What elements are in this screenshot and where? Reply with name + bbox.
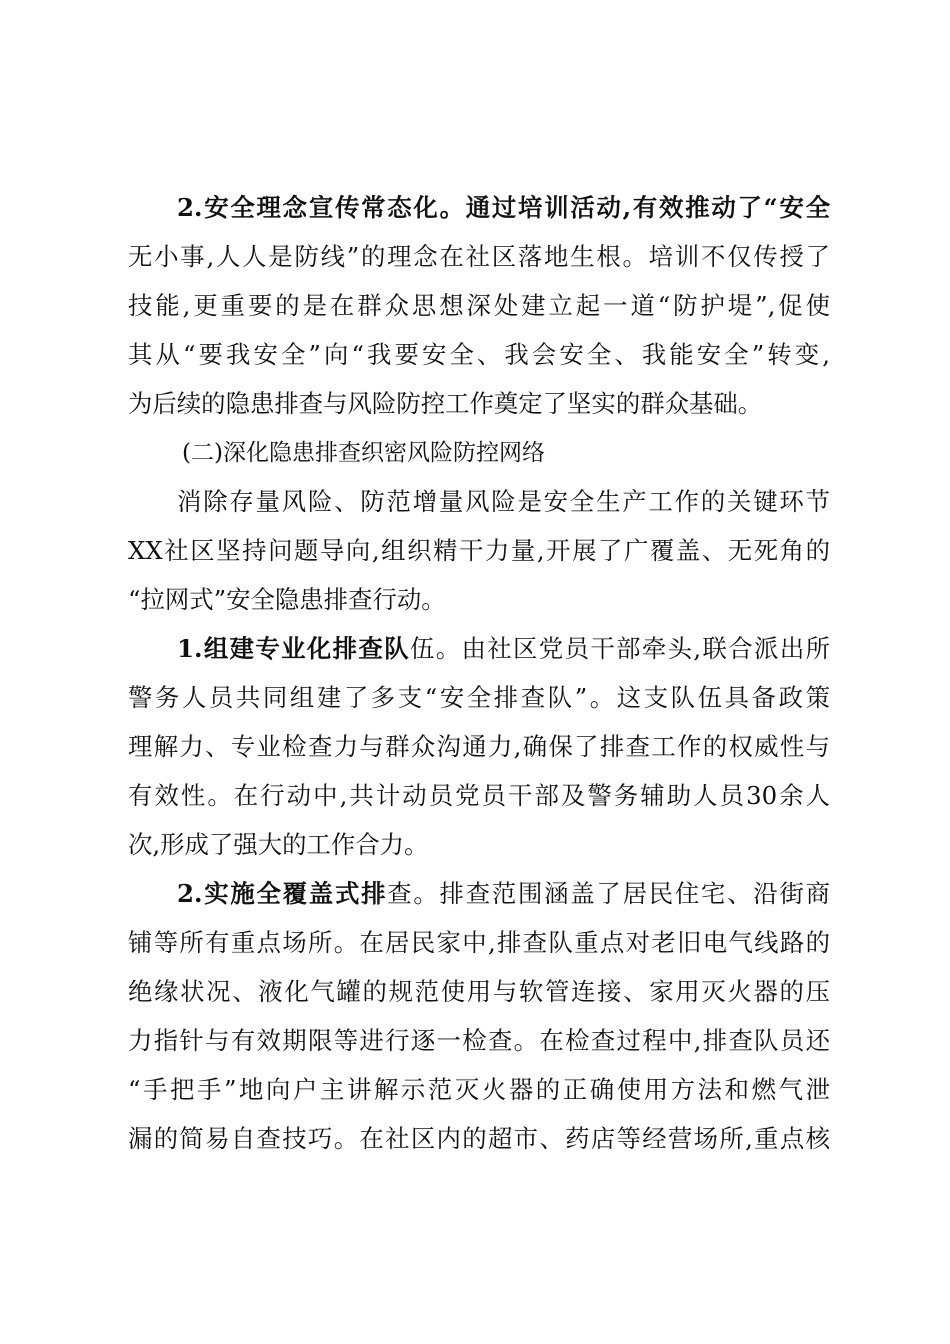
item-title: 2.安全理念宣传常态化。通过培训活动,有效推动了“安全	[177, 193, 830, 222]
paragraph-line: 力指针与有效期限等进行逐一检查。在检查过程中,排查队员还	[128, 1026, 830, 1055]
paragraph-line	[177, 874, 830, 914]
paragraph-line: 其从“要我安全”向“我要安全、我会安全、我能安全”转变,	[128, 340, 830, 369]
paragraph-line: 消除存量风险、防范增量风险是安全生产工作的关键环节	[177, 487, 830, 516]
paragraph-line	[177, 629, 830, 669]
paragraph-line: 理解力、专业检查力与群众沟通力,确保了排查工作的权威性与	[128, 732, 830, 761]
paragraph-line	[177, 188, 830, 228]
item-text: 伍。由社区党员干部牵头,联合派出所	[409, 634, 830, 663]
paragraph-line: 警务人员共同组建了多支“安全排查队”。这支队伍具备政策	[128, 683, 830, 712]
paragraph-line: 技能,更重要的是在群众思想深处建立起一道“防护堤”,促使	[128, 291, 830, 320]
paragraph-line: 无小事,人人是防线”的理念在社区落地生根。培训不仅传授了	[128, 242, 830, 271]
paragraph-line: 有效性。在行动中,共计动员党员干部及警务辅助人员30余人	[128, 781, 830, 810]
item-title: 2.实施全覆盖式排	[177, 879, 388, 908]
paragraph-line: “手把手”地向户主讲解示范灭火器的正确使用方法和燃气泄	[128, 1075, 830, 1104]
item-text: 查。排查范围涵盖了居民住宅、沿街商	[387, 879, 830, 908]
item-title: 1.组建专业化排查队	[177, 634, 410, 663]
paragraph-line: 漏的简易自查技巧。在社区内的超市、药店等经营场所,重点核	[128, 1124, 830, 1153]
paragraph-line: 铺等所有重点场所。在居民家中,排查队重点对老旧电气线路的	[128, 928, 830, 957]
paragraph-line: 次,形成了强大的工作合力。	[128, 830, 429, 859]
paragraph-line: 为后续的隐患排查与风险防控工作奠定了坚实的群众基础。	[128, 389, 763, 418]
paragraph-line: XX社区坚持问题导向,组织精干力量,开展了广覆盖、无死角的	[128, 536, 830, 565]
section-heading: (二)深化隐患排查织密风险防控网络	[182, 440, 545, 466]
paragraph-line: 绝缘状况、液化气罐的规范使用与软管连接、家用灭火器的压	[128, 977, 830, 1006]
paragraph-line: “拉网式”安全隐患排查行动。	[128, 585, 446, 614]
